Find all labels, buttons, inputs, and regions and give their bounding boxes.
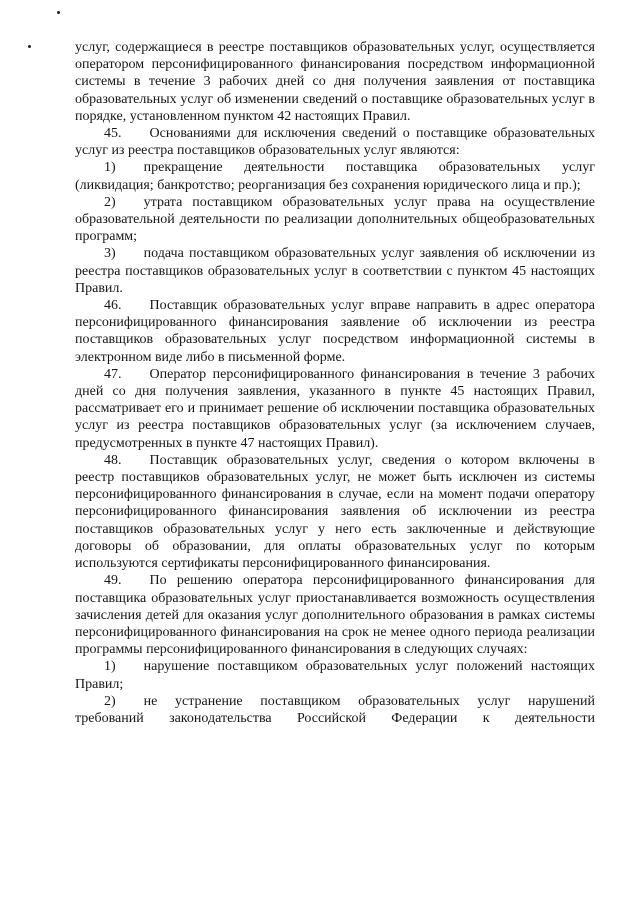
- paragraph-subitem-1: 1) прекращение деятельности поставщика образовательных услуг (ликвидация; банкротство; реорганизация без сохранения юридического лица и пр.);: [75, 160, 595, 193]
- paragraph-item-45: 45. Основаниями для исключения сведений о поставщике образовательных услуг из реестра поставщиков образовательных услуг являются:: [75, 126, 595, 159]
- paragraph-item-49: 49. По решению оператора персонифицированного финансирования для поставщика образовательных услуг приостанавливается возможность осуществления зачисления детей для оказания услуг дополнительного образования в рамках системы персонифицированного финансирования на срок не менее одного периода реализации программы персонифицированного финансирования в следующих случаях:: [75, 573, 595, 658]
- scan-mark: [57, 11, 60, 14]
- scan-mark: [28, 45, 31, 48]
- paragraph-item-46: 46. Поставщик образовательных услуг вправе направить в адрес оператора персонифицированного финансирования заявление об исключении из реестра поставщиков образовательных услуг посредством информационной системы в электронном виде либо в письменной форме.: [75, 298, 595, 365]
- paragraph-subitem-1: 1) нарушение поставщиком образовательных услуг положений настоящих Правил;: [75, 659, 595, 692]
- paragraph-subitem-2: 2) утрата поставщиком образовательных услуг права на осуществление образовательной деятельности по реализации дополнительных общеобразовательных программ;: [75, 194, 595, 245]
- paragraph-continuation: услуг, содержащиеся в реестре поставщиков образовательных услуг, осуществляется оператором персонифицированного финансирования посредством информационной системы в течение 3 рабочих дней со дня получения заявления от поставщика образовательных услуг об изменении сведений о поставщике образовательных услуг в порядке, установленном пунктом 42 настоящих Правил.: [75, 40, 595, 124]
- paragraph-subitem-2: 2) не устранение поставщиком образовательных услуг нарушений требований законодательства Российской Федерации к деятельности: [75, 693, 595, 726]
- document-body: [75, 39, 595, 727]
- paragraph-item-48: 48. Поставщик образовательных услуг, сведения о котором включены в реестр поставщиков образовательных услуг, не может быть исключен из системы персонифицированного финансирования в случае, если на момент подачи оператору персонифицированного финансирования заявления об исключении из реестра поставщиков образовательных услуг у него есть заключенные и действующие договоры об образовании, для оплаты образовательных услуг по которым используются сертификаты персонифицированного финансирования.: [75, 452, 595, 572]
- paragraph-item-47: 47. Оператор персонифицированного финансирования в течение 3 рабочих дней со дня получения заявления, указанного в пункте 45 настоящих Правил, рассматривает его и принимает решение об исключении поставщика образовательных услуг из реестра поставщиков образовательных услуг (за исключением случаев, предусмотренных в пункте 47 настоящих Правил).: [75, 366, 595, 451]
- paragraph-subitem-3: 3) подача поставщиком образовательных услуг заявления об исключении из реестра поставщиков образовательных услуг в соответствии с пунктом 45 настоящих Правил.: [75, 246, 595, 296]
